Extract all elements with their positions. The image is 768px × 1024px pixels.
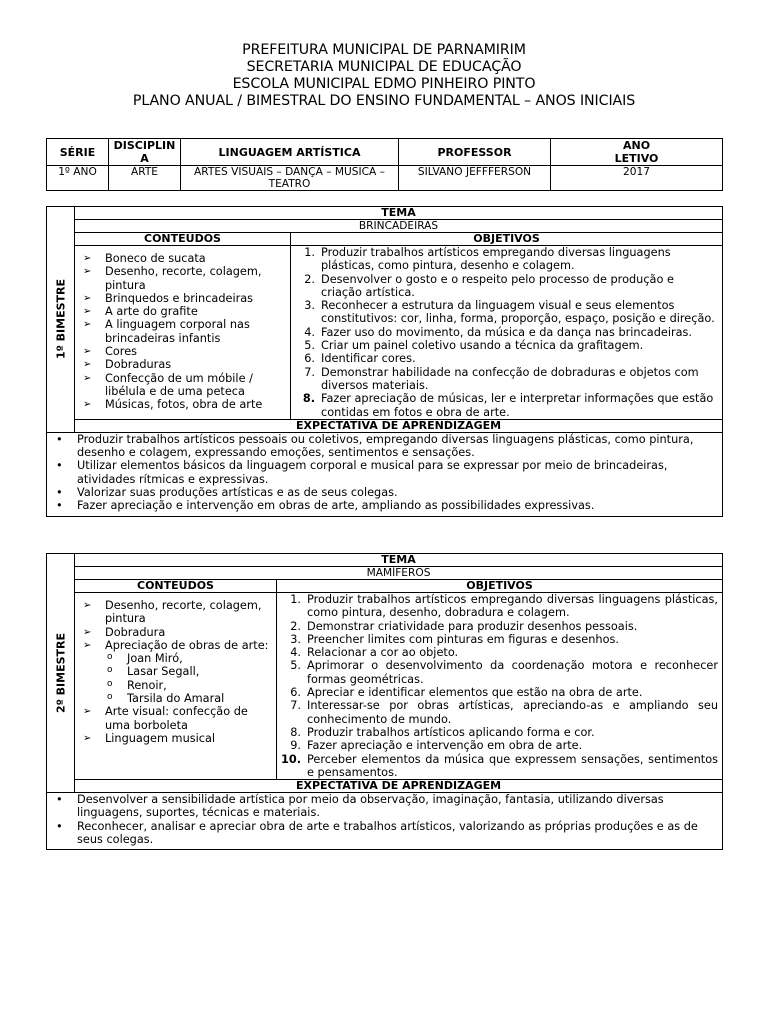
artista-item (81, 679, 276, 692)
objetivo-text: Identificar cores. (321, 352, 416, 366)
objetivo-text: Demonstrar criatividade para produzir desenhos pessoais. (307, 619, 638, 633)
expectativa-text: Fazer apreciação e intervenção em obras de arte, ampliando as possibilidades expressivas. (77, 499, 595, 513)
objetivo-item (295, 273, 718, 300)
info-header-ano-2: LETIVO (614, 152, 659, 165)
objetivo-number: 7. (304, 365, 315, 379)
objetivo-text: Fazer apreciação de músicas, ler e interpretar informações que estão contidas em fotos e obra de arte. (321, 392, 714, 419)
document-header (0, 42, 768, 110)
objetivo-number: 10. (281, 752, 302, 766)
arrow-bullet-icon: ➢ (83, 372, 92, 384)
conteudo-text: Músicas, fotos, obra de arte (105, 398, 263, 412)
conteudo-item (81, 599, 276, 626)
arrow-bullet-icon: ➢ (83, 600, 92, 611)
info-header-disciplina-2: A (140, 152, 149, 165)
conteudo-item (81, 732, 276, 745)
bimestre-2-side-label: 2º BIMESTRE (54, 633, 67, 714)
objetivo-item (295, 339, 718, 352)
conteudo-item (81, 372, 290, 399)
bimestre-2-expectativas-list (47, 793, 722, 849)
conteudo-item (81, 292, 290, 305)
conteudo-text: Boneco de sucata (105, 252, 206, 265)
objetivo-text: Criar um painel coletivo usando a técnica da grafitagem. (321, 339, 644, 353)
conteudo-text: Dobraduras (105, 358, 172, 372)
objetivo-text: Produzir trabalhos artísticos empregando diversas linguagens plásticas, como pintura, desenho, dobradura e colagem. (307, 593, 719, 620)
circle-bullet-icon: o (107, 665, 113, 676)
conteudo-text: Desenho, recorte, colagem, pintura (105, 599, 262, 626)
bimestre-1-conteudos-cell (75, 246, 291, 420)
objetivo-text: Aprimorar o desenvolvimento da coordenação motora e reconhecer formas geométricas. (307, 659, 719, 686)
objetivo-item (295, 392, 718, 419)
artista-item (81, 692, 276, 705)
bimestre-1-conteudos-label: CONTEÚDOS (75, 233, 291, 246)
info-value-professor: SILVANO JEFFFERSON (399, 166, 551, 191)
conteudo-item (81, 358, 290, 371)
arrow-bullet-icon: ➢ (83, 732, 92, 744)
bimestre-2-conteudos-cell (75, 593, 277, 780)
conteudo-item (81, 705, 276, 732)
conteudo-item (81, 265, 290, 292)
circle-bullet-icon: o (107, 652, 113, 663)
bimestre-2-conteudos-list (75, 593, 276, 747)
info-header-serie: SÉRIE (47, 139, 109, 166)
artista-name: Renoir, (127, 678, 167, 692)
objetivo-number: 8. (302, 392, 315, 406)
info-header-ano-1: ANO (622, 139, 651, 152)
objetivo-item (295, 366, 718, 393)
info-header-professor: PROFESSOR (399, 139, 551, 166)
info-table (46, 138, 723, 191)
artistas-list (81, 652, 276, 705)
bullet-dot-icon: • (56, 486, 63, 500)
objetivo-item (295, 299, 718, 326)
bullet-dot-icon: • (56, 459, 63, 473)
arrow-bullet-icon: ➢ (83, 359, 92, 371)
info-value-linguagem: ARTES VISUAIS – DANÇA – MÚSICA – TEATRO (181, 166, 399, 191)
objetivo-item (281, 646, 718, 659)
conteudo-item (81, 398, 290, 411)
circle-bullet-icon: o (107, 692, 113, 703)
objetivo-item (281, 620, 718, 633)
objetivo-text: Produzir trabalhos artísticos empregando diversas linguagens plásticas, como pintura, desenho e colagem. (321, 246, 671, 273)
objetivo-number: 6. (304, 352, 315, 366)
arrow-bullet-icon: ➢ (83, 346, 92, 358)
bimestre-1-objetivos-label: OBJETIVOS (291, 233, 723, 246)
objetivo-item (281, 753, 718, 780)
expectativa-text: Reconhecer, analisar e apreciar obra de arte e trabalhos artísticos, valorizando as próprias produções e as de seus colegas. (77, 819, 698, 847)
header-line-secretaria: SECRETARIA MUNICIPAL DE EDUCAÇÃO (246, 59, 522, 75)
arrow-bullet-icon: ➢ (83, 706, 92, 718)
conteudo-text: Cores (105, 345, 138, 359)
info-header-row (47, 139, 723, 166)
info-header-disciplina (109, 139, 181, 166)
objetivo-item (281, 686, 718, 699)
conteudo-text: Desenho, recorte, colagem, pintura (105, 265, 262, 292)
bimestre-2-tema-label: TEMA (75, 554, 723, 567)
arrow-bullet-icon: ➢ (83, 399, 92, 411)
conteudo-text: Apreciação de obras de arte: (105, 638, 269, 652)
objetivo-item (281, 726, 718, 739)
bimestre-2-table (46, 553, 723, 850)
bimestre-1-expectativas-cell (47, 432, 723, 516)
objetivo-text: Fazer apreciação e intervenção em obra de arte. (307, 739, 583, 753)
artista-name: Lasar Segall, (127, 665, 200, 679)
objetivo-item (281, 739, 718, 752)
objetivo-text: Demonstrar habilidade na confecção de dobraduras e objetos com diversos materiais. (321, 365, 699, 392)
artista-name: Tarsila do Amaral (127, 692, 225, 706)
objetivo-text: Interessar-se por obras artísticas, apreciando-as e ampliando seu conhecimento de mundo. (307, 699, 719, 726)
expectativa-text: Utilizar elementos básicos da linguagem corporal e musical para se expressar por meio de brincadeiras, atividades rítmicas e expressivas. (77, 459, 668, 486)
expectativa-item (51, 793, 716, 820)
bimestre-1-side-label-cell (47, 207, 75, 433)
objetivo-text: Perceber elementos da música que expressem sensações, sentimentos e pensamentos. (307, 752, 719, 779)
arrow-bullet-icon: ➢ (83, 319, 92, 331)
bullet-dot-icon: • (56, 432, 63, 446)
conteudo-item (81, 639, 276, 652)
arrow-bullet-icon: ➢ (83, 639, 92, 651)
artista-name: Joan Miró, (127, 652, 183, 666)
bimestre-2-expectativas-cell (47, 793, 723, 850)
expectativa-item (51, 459, 716, 486)
conteudo-text: Confecção de um móbile / libélula e de uma peteca (105, 371, 253, 398)
header-line-escola: ESCOLA MUNICIPAL EDMO PINHEIRO PINTO (232, 76, 536, 92)
objetivo-number: 7. (290, 699, 301, 713)
conteudo-text: Dobradura (105, 625, 166, 639)
conteudo-item (81, 305, 290, 318)
objetivo-number: 5. (304, 339, 315, 353)
bimestre-2-objetivos-cell (277, 593, 723, 780)
objetivo-number: 4. (290, 646, 301, 660)
bimestre-2-conteudos-label: CONTEÚDOS (75, 580, 277, 593)
artistas-item (81, 652, 276, 705)
objetivo-number: 2. (290, 619, 301, 633)
info-header-disciplina-1: DISCIPLIN (113, 139, 176, 152)
info-value-ano: 2017 (551, 166, 723, 191)
conteudo-text: Arte visual: confecção de uma borboleta (105, 705, 248, 732)
bullet-dot-icon: • (56, 499, 63, 513)
expectativa-item (51, 820, 716, 847)
info-value-row (47, 166, 723, 191)
objetivo-number: 4. (304, 325, 315, 339)
objetivo-text: Fazer uso do movimento, da música e da dança nas brincadeiras. (321, 325, 693, 339)
arrow-bullet-icon: ➢ (83, 266, 92, 278)
conteudo-item (81, 252, 290, 265)
conteudo-item (81, 626, 276, 639)
objetivo-item (281, 633, 718, 646)
objetivo-number: 5. (290, 659, 301, 673)
objetivo-number: 1. (304, 246, 315, 259)
objetivo-item (281, 699, 718, 726)
circle-bullet-icon: o (107, 678, 113, 689)
artista-item (81, 652, 276, 665)
objetivo-number: 8. (290, 725, 301, 739)
bimestre-2-expectativa-label: EXPECTATIVA DE APRENDIZAGEM (75, 780, 723, 793)
objetivo-text: Relacionar a cor ao objeto. (307, 646, 459, 660)
expectativa-text: Desenvolver a sensibilidade artística por meio da observação, imaginação, fantasia, utilizando diversas linguagens, suportes, técnicas e materiais. (77, 793, 664, 820)
info-header-linguagem: LINGUAGEM ARTÍSTICA (181, 139, 399, 166)
bimestre-2-side-label-cell (47, 554, 75, 793)
arrow-bullet-icon: ➢ (83, 253, 92, 264)
objetivo-number: 1. (290, 593, 301, 606)
bullet-dot-icon: • (56, 793, 63, 807)
objetivo-number: 3. (290, 632, 301, 646)
arrow-bullet-icon: ➢ (83, 626, 92, 638)
objetivo-item (295, 326, 718, 339)
bimestre-2-objetivos-list (277, 593, 722, 779)
bimestre-1-conteudos-list (75, 246, 290, 414)
bimestre-1-tema-label: TEMA (75, 207, 723, 220)
bimestre-1-tema: BRINCADEIRAS (75, 220, 723, 233)
arrow-bullet-icon: ➢ (83, 306, 92, 318)
objetivo-text: Desenvolver o gosto e o respeito pelo processo de produção e criação artística. (321, 272, 674, 299)
bimestre-1-side-label: 1º BIMESTRE (54, 279, 67, 360)
objetivo-number: 3. (304, 299, 315, 313)
expectativa-item (51, 486, 716, 499)
bimestre-1-table (46, 206, 723, 517)
objetivo-item (281, 659, 718, 686)
objetivo-text: Apreciar e identificar elementos que estão na obra de arte. (307, 686, 643, 700)
objetivo-number: 6. (290, 686, 301, 700)
info-value-serie: 1º ANO (47, 166, 109, 191)
objetivo-text: Reconhecer a estrutura da linguagem visual e seus elementos constitutivos: cor, linha, forma, proporção, espaço, posição e direção. (321, 299, 715, 326)
objetivo-item (281, 593, 718, 620)
bimestre-2-tema: MAMÍFEROS (75, 567, 723, 580)
bimestre-1-expectativa-label: EXPECTATIVA DE APRENDIZAGEM (75, 419, 723, 432)
objetivo-item (295, 352, 718, 365)
objetivo-number: 2. (304, 272, 315, 286)
conteudo-text: A linguagem corporal nas brincadeiras infantis (105, 318, 250, 345)
expectativa-text: Valorizar suas produções artísticas e as de seus colegas. (77, 486, 398, 500)
info-value-disciplina: ARTE (109, 166, 181, 191)
conteudo-item (81, 345, 290, 358)
objetivo-text: Preencher limites com pinturas em figuras e desenhos. (307, 632, 619, 646)
conteudo-text: Linguagem musical (105, 731, 216, 745)
header-line-plano: PLANO ANUAL / BIMESTRAL DO ENSINO FUNDAMENTAL – ANOS INICIAIS (132, 93, 636, 109)
conteudo-item (81, 318, 290, 345)
objetivo-item (295, 246, 718, 273)
expectativa-item (51, 433, 716, 460)
arrow-bullet-icon: ➢ (83, 292, 92, 304)
bimestre-1-expectativas-list (47, 433, 722, 516)
artista-item (81, 665, 276, 678)
bimestre-2-objetivos-label: OBJETIVOS (277, 580, 723, 593)
conteudo-text: A arte do grafite (105, 305, 198, 319)
header-line-prefeitura: PREFEITURA MUNICIPAL DE PARNAMIRIM (242, 42, 526, 58)
expectativa-text: Produzir trabalhos artísticos pessoais ou coletivos, empregando diversas linguagens plásticas, como pintura, desenho e colagem, expressando emoções, sentimentos e sensações. (77, 432, 694, 460)
objetivo-text: Produzir trabalhos artísticos aplicando forma e cor. (307, 725, 595, 739)
bullet-dot-icon: • (56, 819, 63, 833)
bimestre-1-objetivos-list (291, 246, 722, 419)
expectativa-item (51, 499, 716, 512)
objetivo-number: 9. (290, 739, 301, 753)
bimestre-1-objetivos-cell (291, 246, 723, 420)
info-header-ano (551, 139, 723, 166)
conteudo-text: Brinquedos e brincadeiras (105, 291, 254, 305)
